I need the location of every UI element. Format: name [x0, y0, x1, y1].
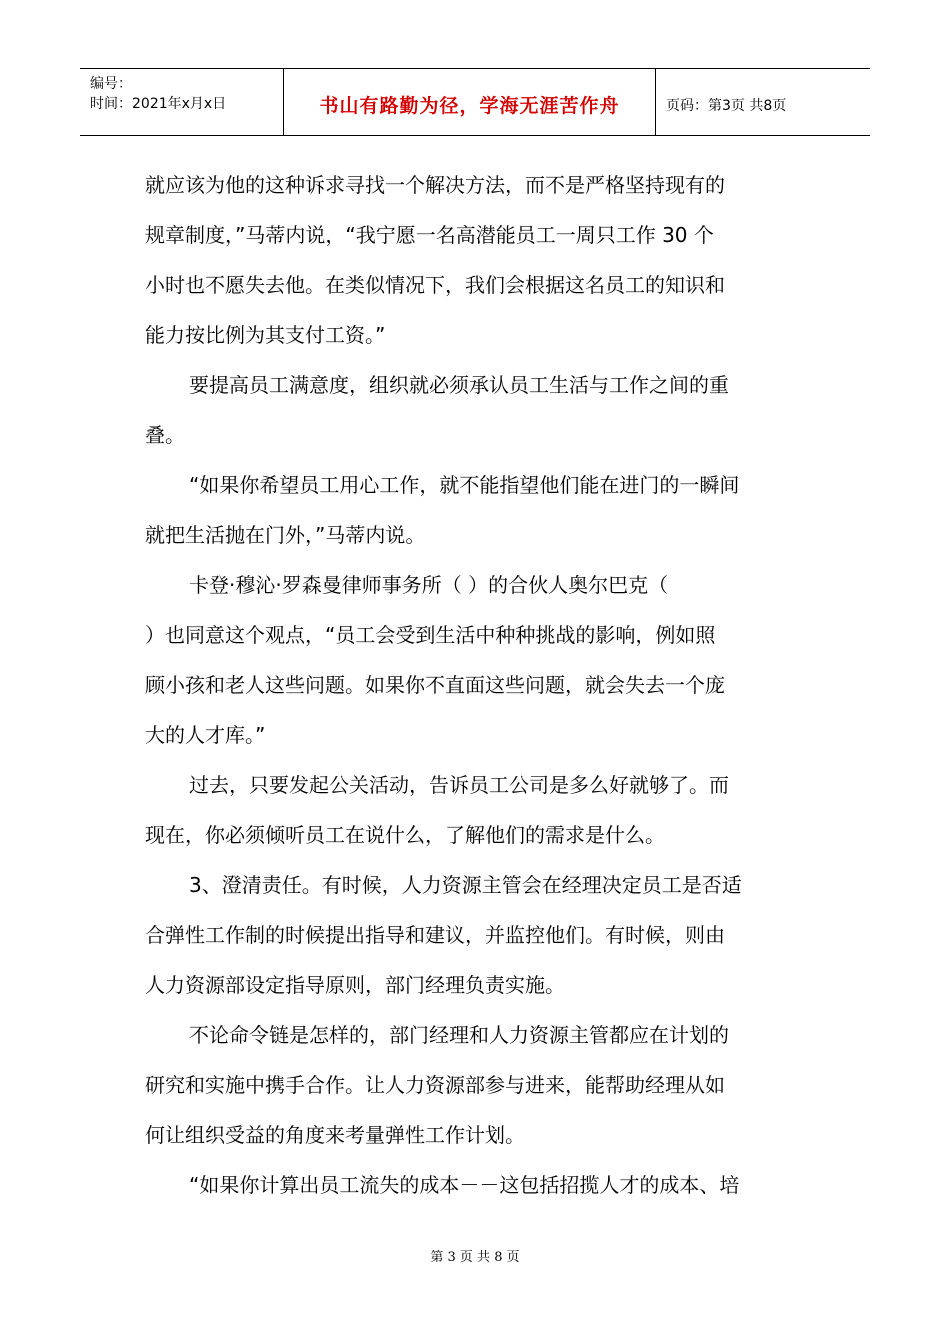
header-right-cell: [656, 69, 870, 135]
text-line: 卡登·穆沁·罗森曼律师事务所（ ）的合伙人奥尔巴克（: [189, 573, 669, 597]
number-label: 编号：: [90, 76, 132, 92]
text-line: 大的人才库。”: [145, 723, 266, 747]
text-line: 人力资源部设定指导原则，部门经理负责实施。: [145, 973, 565, 997]
time-label: 时间：2021年x月x日: [90, 96, 227, 112]
text-line: 3、澄清责任。有时候，人力资源主管会在经理决定员工是否适: [189, 873, 742, 897]
header-motto-cell: [284, 69, 656, 135]
text-line: “如果你计算出员工流失的成本－－这包括招揽人才的成本、培: [189, 1173, 740, 1197]
text-line: 研究和实施中携手合作。让人力资源部参与进来，能帮助经理从如: [145, 1073, 725, 1097]
text-line: 要提高员工满意度，组织就必须承认员工生活与工作之间的重: [189, 373, 729, 397]
text-line: 现在，你必须倾听员工在说什么，了解他们的需求是什么。: [145, 823, 665, 847]
text-line: 规章制度，”马蒂内说，“我宁愿一名高潜能员工一周只工作 30 个: [145, 223, 714, 247]
text-line: 能力按比例为其支付工资。”: [145, 323, 386, 347]
text-line: 合弹性工作制的时候提出指导和建议，并监控他们。有时候，则由: [145, 923, 725, 947]
document-header: [80, 68, 870, 136]
page-footer: 第 3 页 共 8 页: [430, 1250, 520, 1265]
header-left-cell: [80, 69, 284, 135]
text-line: 不论命令链是怎样的，部门经理和人力资源主管都应在计划的: [189, 1023, 729, 1047]
header-page-code: 页码：第3页 共8页: [666, 98, 787, 114]
text-line: ）也同意这个观点，“员工会受到生活中种种挑战的影响，例如照: [145, 623, 716, 647]
text-line: 叠。: [145, 423, 185, 447]
text-line: 小时也不愿失去他。在类似情况下，我们会根据这名员工的知识和: [145, 273, 725, 297]
text-line: 顾小孩和老人这些问题。如果你不直面这些问题，就会失去一个庞: [145, 673, 725, 697]
text-line: 过去，只要发起公关活动，告诉员工公司是多么好就够了。而: [189, 773, 729, 797]
text-line: 就把生活抛在门外，”马蒂内说。: [145, 523, 426, 547]
text-line: 何让组织受益的角度来考量弹性工作计划。: [145, 1123, 525, 1147]
text-line: 就应该为他的这种诉求寻找一个解决方法，而不是严格坚持现有的: [145, 173, 725, 197]
text-line: “如果你希望员工用心工作，就不能指望他们能在进门的一瞬间: [189, 473, 740, 497]
header-motto: 书山有路勤为径，学海无涯苦作舟: [319, 95, 620, 117]
body-text: [145, 160, 805, 1210]
